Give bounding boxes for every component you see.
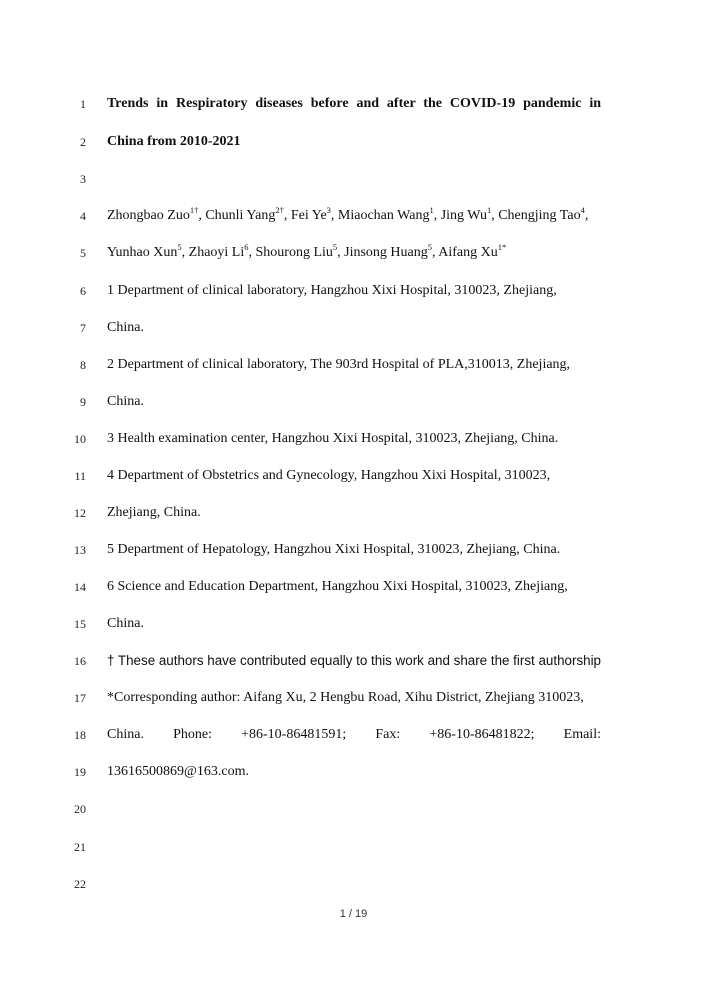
manuscript-line-17 — [0, 687, 707, 709]
author-name: Aifang Xu — [438, 245, 498, 260]
affiliation-1: 1 Department of clinical laboratory, Hangzhou Xixi Hospital, 310023, Zhejiang, — [107, 283, 557, 298]
author-affiliation-marker: 2† — [275, 205, 284, 215]
manuscript-line-9 — [0, 391, 707, 413]
author — [438, 242, 507, 260]
author — [344, 242, 433, 260]
equal-contribution-note: † These authors have contributed equally to this work and share the first authorship — [107, 653, 602, 668]
author-affiliation-marker: 5 — [177, 242, 182, 252]
manuscript-line-20 — [0, 798, 707, 820]
line-number: 21 — [74, 840, 86, 854]
line-number: 5 — [80, 246, 86, 260]
author-list-line-2: Yunhao Xun$^5$, Zhaoyi Li$^6$, Shourong Liu$^5$, Jinsong Huang$^5$, Aifang $Xu^{1*}$ — [107, 242, 507, 260]
line-number: 14 — [74, 580, 86, 594]
line-number: 22 — [74, 877, 86, 891]
affiliation-5: 5 Department of Hepatology, Hangzhou Xixi Hospital, 310023, Zhejiang, China. — [107, 542, 561, 557]
author-name: Fei Ye — [290, 208, 327, 223]
fax-label: Fax: — [375, 727, 401, 742]
author-affiliation-marker: 6 — [244, 242, 249, 252]
manuscript-line-1 — [0, 93, 707, 115]
author — [107, 242, 182, 260]
line-number: 10 — [74, 432, 86, 446]
manuscript-line-3 — [0, 168, 707, 190]
paper-title-line-1: Trends in Respiratory diseases before and after the COVID-19 pandemic in — [107, 96, 601, 111]
manuscript-line-11 — [0, 465, 707, 487]
manuscript-line-5 — [0, 242, 707, 264]
manuscript-line-15 — [0, 613, 707, 635]
manuscript-line-7 — [0, 317, 707, 339]
line-number: 4 — [80, 209, 86, 223]
line-number: 19 — [74, 765, 86, 779]
author-name: Miaochan Wang — [337, 208, 430, 223]
manuscript-line-19 — [0, 761, 707, 783]
manuscript-line-6 — [0, 280, 707, 302]
author-affiliation-marker: 1 — [486, 205, 492, 215]
paper-title-line-2: China from 2010-2021 — [107, 134, 241, 149]
contact-details — [107, 724, 601, 746]
author — [337, 205, 434, 223]
phone-label: Phone: — [173, 727, 212, 742]
author-list-line-1: Zhongbao Zuo$^{1\dagger}$, Chunli Yang$^{2\dagger}$, Fei Ye$^3$, Miaochan Wang$^1$, Jing Wu$^1$, Chengjing Tao$^4$, — [107, 205, 589, 223]
line-number: 2 — [80, 135, 86, 149]
author — [498, 205, 585, 223]
author-affiliation-marker: 1* — [497, 242, 507, 252]
manuscript-line-8 — [0, 354, 707, 376]
affiliation-1-cont: China. — [107, 320, 144, 335]
author — [188, 242, 249, 260]
author-affiliation-marker: 1† — [189, 205, 199, 215]
phone-number: +86-10-86481591; — [241, 727, 347, 742]
affiliation-2-cont: China. — [107, 394, 144, 409]
author-name: Shourong Liu — [255, 245, 333, 260]
author-name: Chengjing Tao — [498, 208, 581, 223]
affiliation-6-cont: China. — [107, 616, 144, 631]
country-text: China. — [107, 727, 144, 742]
author — [205, 205, 284, 223]
line-number: 3 — [80, 172, 86, 186]
page-number: 1 / 19 — [339, 908, 368, 920]
author-name: Zhaoyi Li — [188, 245, 245, 260]
author — [440, 205, 492, 223]
author — [107, 205, 199, 223]
line-number: 12 — [74, 506, 86, 520]
email-address: 13616500869@163.com. — [107, 764, 249, 779]
author-name: Chunli Yang — [205, 208, 276, 223]
author-name: Yunhao Xun — [107, 245, 178, 260]
manuscript-line-12 — [0, 502, 707, 524]
fax-number: +86-10-86481822; — [429, 727, 535, 742]
author-affiliation-marker: 3 — [326, 205, 331, 215]
manuscript-line-16 — [0, 650, 707, 672]
author-affiliation-marker: 4 — [580, 205, 585, 215]
affiliation-3: 3 Health examination center, Hangzhou Xixi Hospital, 310023, Zhejiang, China. — [107, 431, 559, 446]
manuscript-line-2 — [0, 131, 707, 153]
author-affiliation-marker: 5 — [332, 242, 338, 252]
line-number: 16 — [74, 654, 86, 668]
line-number: 20 — [74, 802, 86, 816]
affiliation-4: 4 Department of Obstetrics and Gynecology, Hangzhou Xixi Hospital, 310023, — [107, 468, 551, 483]
author-affiliation-marker: 5 — [427, 242, 433, 252]
affiliation-4-cont: Zhejiang, China. — [107, 505, 201, 520]
line-number: 13 — [74, 543, 86, 557]
author — [290, 205, 331, 223]
line-number: 7 — [80, 321, 86, 335]
line-number: 18 — [74, 728, 86, 742]
author-affiliation-marker: 1 — [429, 205, 434, 215]
manuscript-line-10 — [0, 428, 707, 450]
line-number: 17 — [74, 691, 86, 705]
email-label: Email: — [563, 727, 601, 742]
affiliation-6: 6 Science and Education Department, Hangzhou Xixi Hospital, 310023, Zhejiang, — [107, 579, 568, 594]
manuscript-line-4 — [0, 205, 707, 227]
author-name: Jinsong Huang — [344, 245, 428, 260]
manuscript-line-18 — [0, 724, 707, 746]
manuscript-line-13 — [0, 539, 707, 561]
line-number: 8 — [80, 358, 86, 372]
line-number: 6 — [80, 284, 86, 298]
author — [255, 242, 338, 260]
line-number: 9 — [80, 395, 86, 409]
line-number: 1 — [80, 97, 86, 111]
affiliation-2: 2 Department of clinical laboratory, The 903rd Hospital of PLA,310013, Zhejiang, — [107, 357, 571, 372]
line-number: 15 — [74, 617, 86, 631]
manuscript-line-22 — [0, 873, 707, 895]
corresponding-author: *Corresponding author: Aifang Xu, 2 Hengbu Road, Xihu District, Zhejiang 310023, — [107, 690, 584, 705]
author-name: Jing Wu — [440, 208, 487, 223]
manuscript-line-14 — [0, 576, 707, 598]
manuscript-line-21 — [0, 836, 707, 858]
author-name: Zhongbao Zuo — [107, 208, 190, 223]
line-number: 11 — [74, 469, 86, 483]
